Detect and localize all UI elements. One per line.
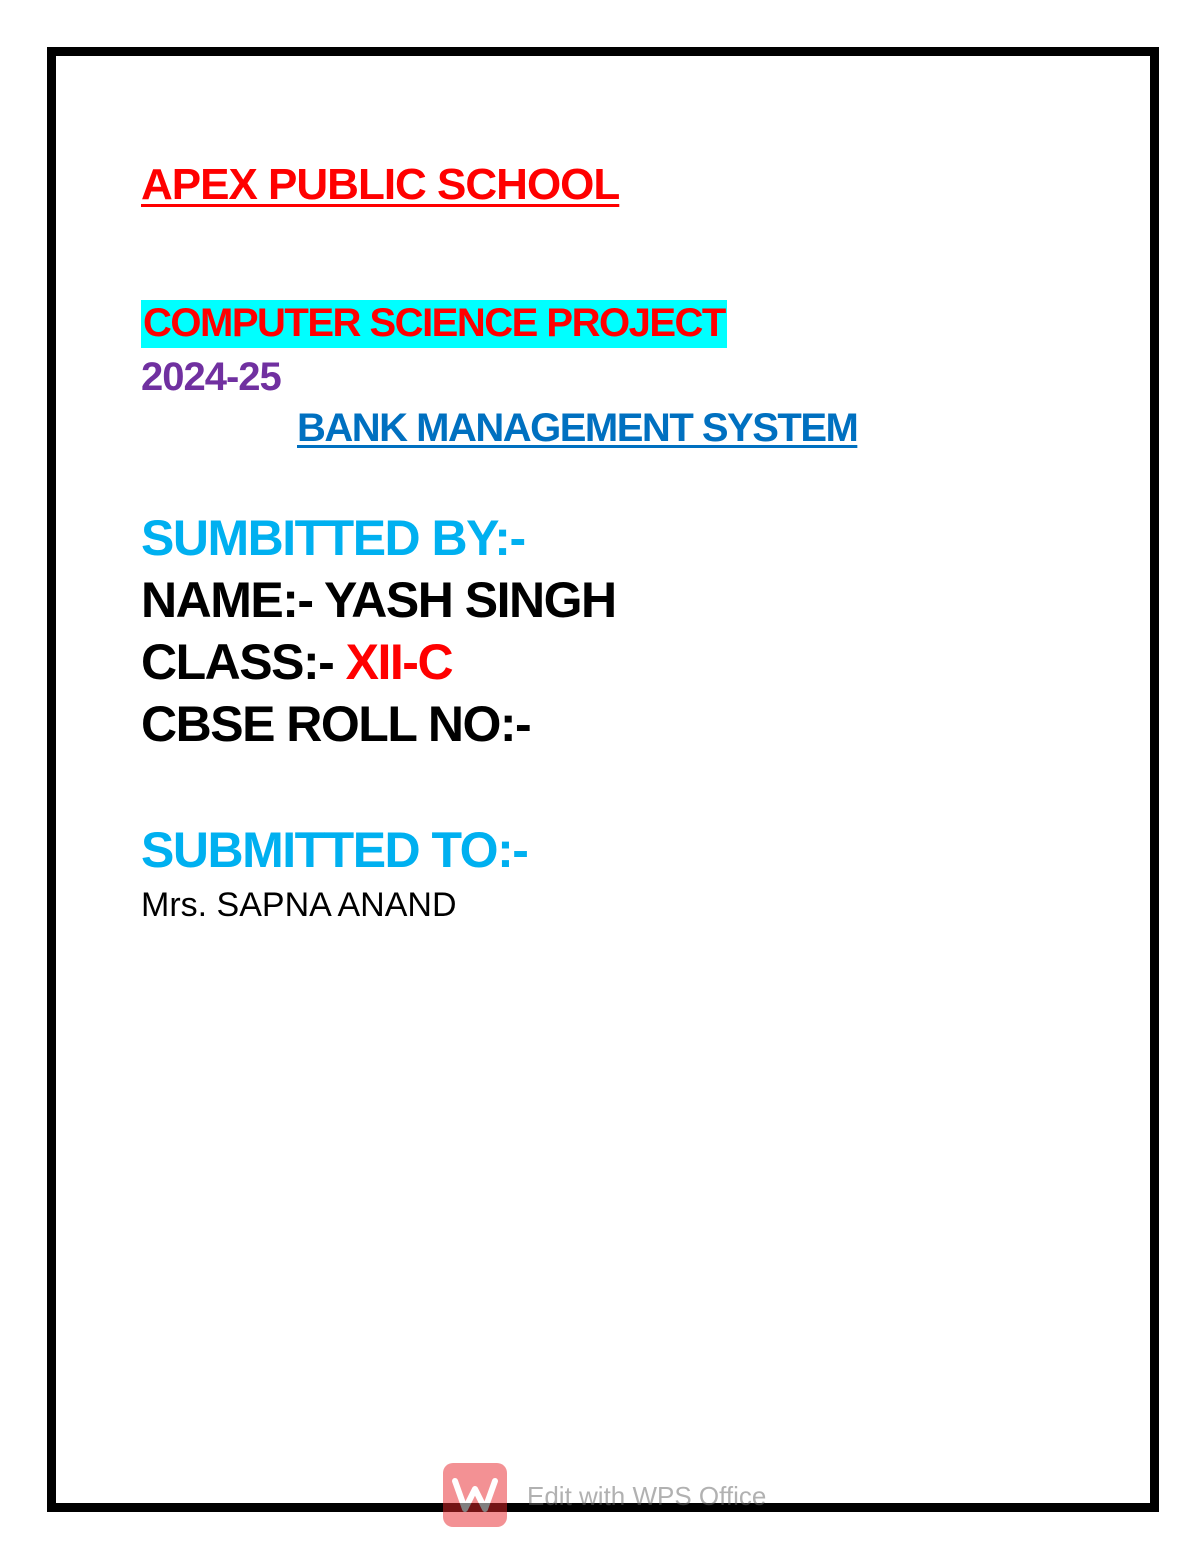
submitted-by-heading: SUMBITTED BY:- <box>141 510 525 566</box>
project-title: BANK MANAGEMENT SYSTEM <box>297 406 858 450</box>
name-label: NAME:- <box>141 572 313 628</box>
class-value: XII-C <box>345 634 453 690</box>
page-border <box>47 47 1159 1512</box>
name-value: YASH SINGH <box>324 572 616 628</box>
wps-watermark-text: Edit with WPS Office <box>527 1481 767 1511</box>
school-name: APEX PUBLIC SCHOOL <box>141 160 620 209</box>
class-label: CLASS:- <box>141 634 334 690</box>
student-name-line <box>141 572 616 630</box>
roll-label: CBSE ROLL NO:- <box>141 696 531 752</box>
student-class-line <box>141 634 452 692</box>
submitted-to-heading: SUBMITTED TO:- <box>141 822 528 878</box>
roll-number-line <box>141 696 530 754</box>
project-heading: COMPUTER SCIENCE PROJECT <box>141 300 727 348</box>
wps-watermark[interactable] <box>443 1463 803 1527</box>
teacher-name: Mrs. SAPNA ANAND <box>141 886 457 924</box>
project-session: 2024-25 <box>141 355 281 399</box>
wps-logo-icon <box>443 1463 507 1527</box>
